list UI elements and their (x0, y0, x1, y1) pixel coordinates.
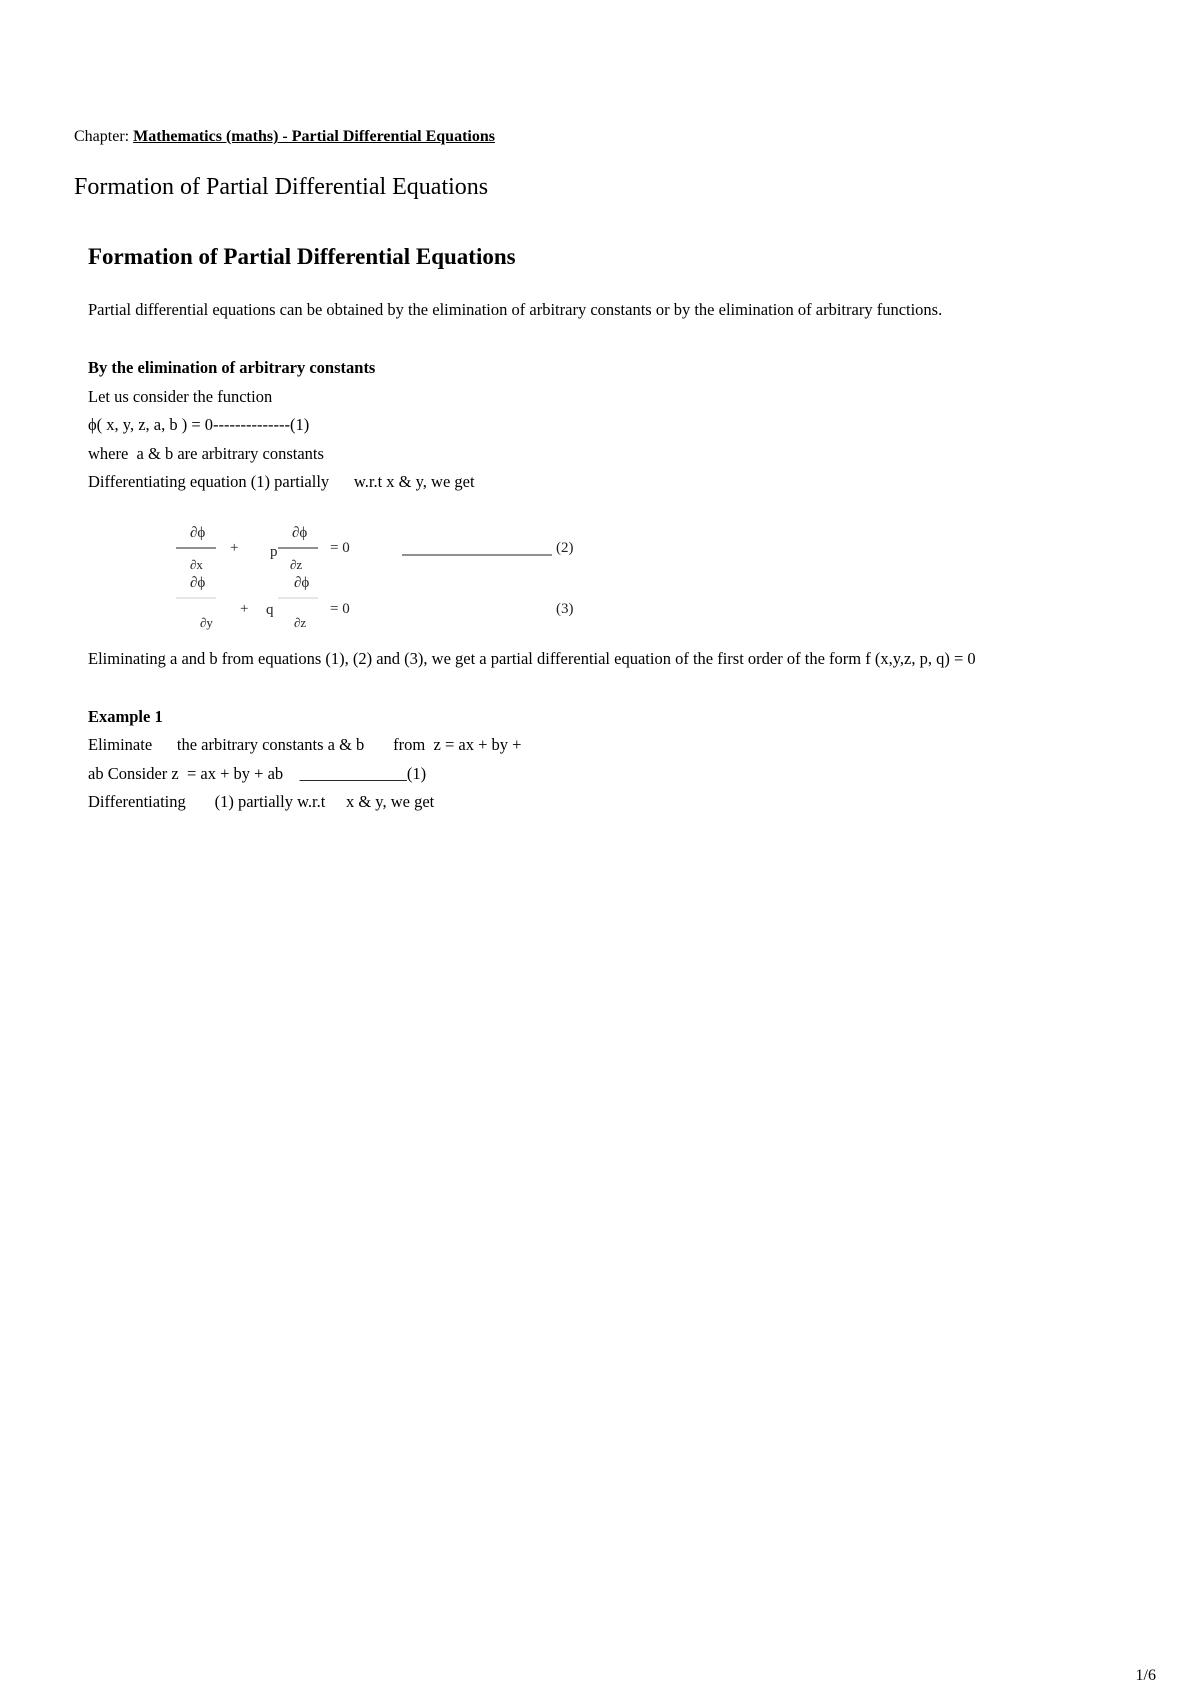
eq2-plus: + (230, 539, 239, 556)
partial-derivative-equations (128, 515, 688, 641)
text-line: Differentiating (1) partially w.r.t x & y, we get (88, 792, 435, 811)
eq3-denominator-z: ∂z (294, 614, 307, 630)
eq2-coef-p: p (270, 543, 278, 560)
eq3-equals: = 0 (330, 600, 350, 617)
page-number: 1/6 (1135, 1667, 1156, 1684)
eq2-denominator-z: ∂z (290, 556, 303, 572)
page-title: Formation of Partial Differential Equations (74, 174, 489, 200)
equations-image (88, 515, 1168, 641)
text-line: Eliminate the arbitrary constants a & b from z = ax + by + (88, 735, 522, 754)
eq2-denominator-x: ∂x (190, 556, 203, 572)
eq3-numerator-y: ∂ϕ (190, 574, 206, 591)
eq3-plus: + (240, 600, 249, 617)
chapter-prefix: Chapter: (74, 128, 130, 145)
text-line: ab Consider z = ax + by + ab _____________(1) (88, 763, 427, 783)
eq3-label: (3) (556, 600, 574, 617)
eq2-label: (2) (556, 539, 574, 556)
eq2-numerator-x: ∂ϕ (190, 524, 206, 541)
section-heading: Formation of Partial Differential Equations (88, 244, 516, 269)
eq3-numerator-z: ∂ϕ (294, 574, 310, 591)
equation-line-1: ϕ( x, y, z, a, b ) = 0--------------(1) (88, 415, 310, 434)
example-1-section (88, 703, 1168, 817)
chapter-line (74, 128, 495, 146)
text-line: Let us consider the function (88, 386, 273, 406)
eq3-denominator-y: ∂y (200, 614, 213, 630)
document-body (88, 244, 1168, 835)
text-line: where a & b are arbitrary constants (88, 443, 324, 463)
constants-heading: By the elimination of arbitrary constants (88, 358, 376, 377)
intro-paragraph: Partial differential equations can be obtained by the elimination of arbitrary constants or by the elimination of arbitrary functions. (88, 300, 943, 319)
eliminating-paragraph: Eliminating a and b from equations (1), (2) and (3), we get a partial differential equation of the first order of the form f (x,y,z, p, q) = 0 (88, 648, 976, 668)
eq3-coef-q: q (266, 601, 274, 618)
example-heading: Example 1 (88, 706, 163, 726)
eq2-equals: = 0 (330, 539, 350, 556)
eq2-numerator-z: ∂ϕ (292, 524, 308, 541)
chapter-link[interactable]: Mathematics (maths) - Partial Differential Equations (133, 128, 495, 145)
constants-section (88, 354, 1168, 497)
text-line: Differentiating equation (1) partially w.r.t x & y, we get (88, 472, 475, 491)
